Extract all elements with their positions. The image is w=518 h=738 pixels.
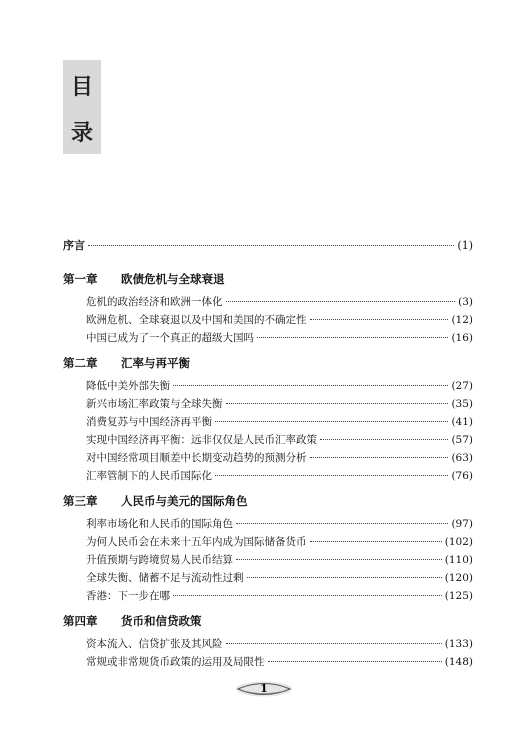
- toc-entry-title: 利率市场化和人民币的国际角色: [86, 518, 233, 530]
- leader-dots: [310, 319, 449, 320]
- toc-entry-title: 香港：下一步在哪: [86, 590, 170, 602]
- chapter-heading[interactable]: [63, 611, 473, 631]
- chapter-item-list: [63, 635, 473, 671]
- leader-dots: [226, 643, 442, 644]
- toc-entry[interactable]: [86, 395, 473, 413]
- chapter-title: 货币和信贷政策: [121, 614, 202, 628]
- toc-entry-page: (110): [444, 554, 473, 566]
- toc-entry-title: 消费复苏与中国经济再平衡: [86, 416, 212, 428]
- leader-dots: [320, 439, 448, 440]
- toc-entry-title: 全球失衡、储蓄不足与流动性过剩: [86, 572, 244, 584]
- chapter-title: 人民币与美元的国际角色: [121, 494, 248, 508]
- toc-entry[interactable]: [86, 533, 473, 551]
- toc-entry-page: (3): [458, 296, 473, 308]
- page-number: 1: [260, 682, 268, 695]
- leader-dots: [257, 337, 448, 338]
- toc-entry[interactable]: [86, 293, 473, 311]
- chapter-heading[interactable]: [63, 269, 473, 289]
- toc-preface-entry[interactable]: [63, 237, 473, 255]
- page-footer: [234, 680, 294, 698]
- toc-entry-page: (35): [451, 398, 473, 410]
- toc-entry-title: 危机的政治经济和欧洲一体化: [86, 296, 223, 308]
- chapter-number: 第二章: [63, 356, 98, 370]
- toc-entry-title: 新兴市场汇率政策与全球失衡: [86, 398, 223, 410]
- toc-title-char-2: 录: [70, 120, 93, 146]
- leader-dots: [226, 301, 456, 302]
- toc-entry[interactable]: [86, 653, 473, 671]
- toc-entry-page: (97): [451, 518, 473, 530]
- toc-entry[interactable]: [86, 587, 473, 605]
- toc-entry-title: 降低中美外部失衡: [86, 380, 170, 392]
- toc-entry-title: 资本流入、信贷扩张及其风险: [86, 638, 223, 650]
- toc-entry-page: (16): [451, 332, 473, 344]
- toc-entry[interactable]: [86, 551, 473, 569]
- leader-dots: [226, 403, 449, 404]
- toc-entry[interactable]: [86, 467, 473, 485]
- leader-dots: [236, 559, 442, 560]
- table-of-contents: [63, 237, 473, 677]
- preface-page: (1): [457, 239, 473, 252]
- toc-entry-page: (63): [451, 452, 473, 464]
- toc-entry[interactable]: [86, 569, 473, 587]
- toc-entry[interactable]: [86, 431, 473, 449]
- chapter-item-list: [63, 377, 473, 485]
- leader-dots: [236, 523, 448, 524]
- toc-entry-page: (41): [451, 416, 473, 428]
- toc-entry-page: (12): [451, 314, 473, 326]
- chapter-heading[interactable]: [63, 353, 473, 373]
- toc-entry-title: 升值预期与跨境贸易人民币结算: [86, 554, 233, 566]
- toc-entry-title: 常规或非常规货币政策的运用及局限性: [86, 656, 265, 668]
- toc-entry[interactable]: [86, 311, 473, 329]
- leader-dots: [173, 385, 448, 386]
- chapter-number: 第四章: [63, 614, 98, 628]
- leader-dots: [215, 475, 448, 476]
- leader-dots: [268, 661, 442, 662]
- toc-entry[interactable]: [86, 377, 473, 395]
- toc-entry-title: 对中国经常项目顺差中长期变动趋势的预测分析: [86, 452, 307, 464]
- leader-dots: [215, 421, 448, 422]
- chapter-item-list: [63, 515, 473, 605]
- toc-entry-page: (27): [451, 380, 473, 392]
- toc-entry-page: (148): [444, 656, 473, 668]
- toc-entry-title: 为何人民币会在未来十五年内成为国际储备货币: [86, 536, 307, 548]
- toc-title-box: [63, 60, 101, 154]
- chapter-title: 汇率与再平衡: [121, 356, 190, 370]
- toc-entry[interactable]: [86, 515, 473, 533]
- leader-dots: [310, 541, 442, 542]
- toc-title-char-1: 目: [70, 74, 93, 100]
- toc-entry-title: 汇率管制下的人民币国际化: [86, 470, 212, 482]
- toc-entry-title: 欧洲危机、全球衰退以及中国和美国的不确定性: [86, 314, 307, 326]
- toc-entry-page: (133): [444, 638, 473, 650]
- chapter-number: 第三章: [63, 494, 98, 508]
- chapter-item-list: [63, 293, 473, 347]
- toc-entry[interactable]: [86, 449, 473, 467]
- toc-entry[interactable]: [86, 329, 473, 347]
- chapter-list: [63, 269, 473, 671]
- chapter-heading[interactable]: [63, 491, 473, 511]
- toc-entry-page: (120): [444, 572, 473, 584]
- chapter-title: 欧债危机与全球衰退: [121, 272, 225, 286]
- toc-entry-page: (102): [444, 536, 473, 548]
- toc-entry[interactable]: [86, 413, 473, 431]
- toc-entry-page: (57): [451, 434, 473, 446]
- leader-dots: [173, 595, 442, 596]
- leader-dots: [88, 245, 454, 246]
- toc-entry-page: (76): [451, 470, 473, 482]
- chapter-number: 第一章: [63, 272, 98, 286]
- leader-dots: [247, 577, 442, 578]
- leader-dots: [310, 457, 449, 458]
- toc-entry-page: (125): [444, 590, 473, 602]
- toc-entry-title: 中国已成为了一个真正的超级大国吗: [86, 332, 254, 344]
- preface-title: 序言: [63, 239, 85, 252]
- toc-entry-title: 实现中国经济再平衡：远非仅仅是人民币汇率政策: [86, 434, 317, 446]
- toc-entry[interactable]: [86, 635, 473, 653]
